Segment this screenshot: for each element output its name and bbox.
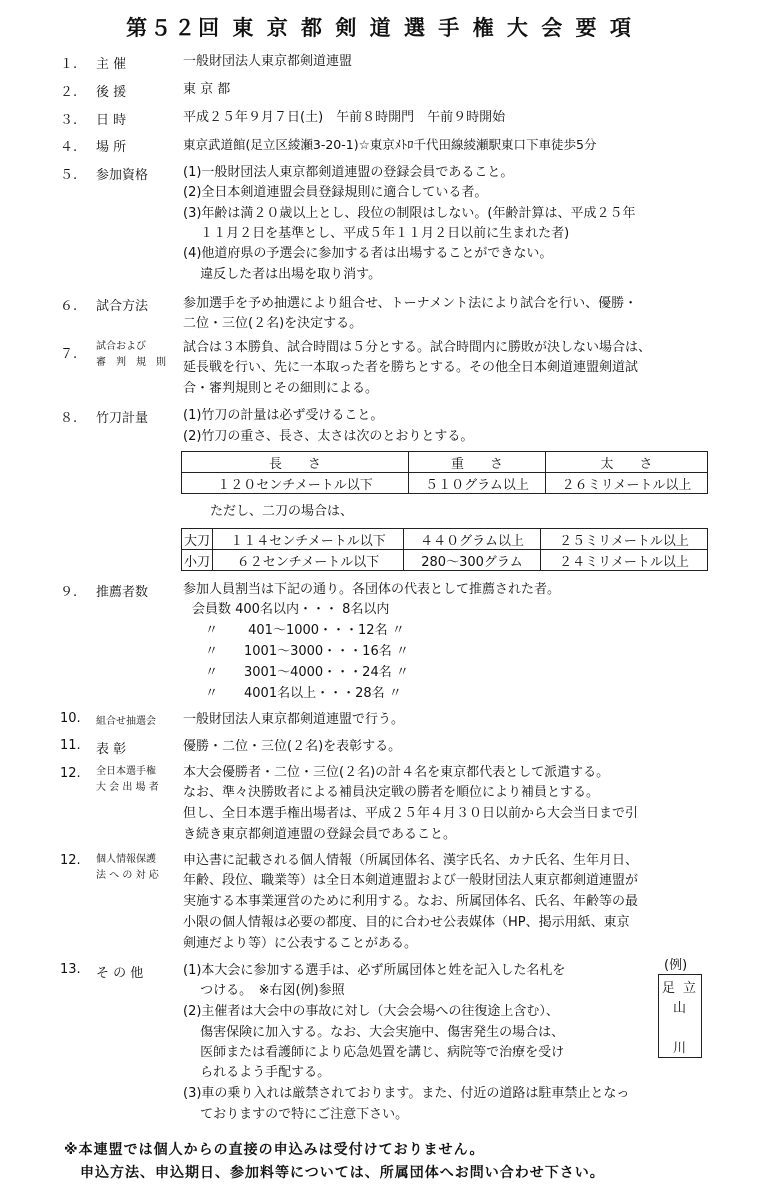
example-name-tag (658, 974, 702, 1058)
item-text: (2)全日本剣道連盟会員登録規則に適合している者。 (183, 185, 488, 200)
item-label: 全日本選手権 (96, 766, 156, 777)
item-text: 申込書に記載される個人情報（所属団体名、漢字氏名、カナ氏名、生年月日、 (183, 853, 639, 868)
item-label: 竹刀計量 (96, 411, 149, 426)
tag-char: 山 (673, 1001, 687, 1016)
table-header: 長 さ (182, 452, 409, 473)
item-text: 一般財団法人東京都剣道連盟で行う。 (183, 712, 405, 727)
item-text: 違反した者は出場を取り消す。 (183, 267, 382, 282)
item-text: 医師または看護師により応急処置を講じ、病院等で治療を受け (183, 1045, 565, 1060)
item-text: １１月２日を基準とし、平成５年１１月２日以前に生まれた者) (183, 226, 570, 241)
two-sword-note: ただし、二刀の場合は、 (210, 504, 354, 519)
item-label: 大 会 出 場 者 (96, 782, 159, 793)
item-text: (1)一般財団法人東京都剣道連盟の登録会員であること。 (183, 165, 514, 180)
table-row (182, 550, 708, 571)
item-text: 東 京 都 (183, 82, 231, 97)
item-number: ８. (60, 411, 78, 426)
item-text: 平成２５年９月７日(土) 午前８時開門 午前９時開始 (183, 110, 506, 125)
table-cell: 小刀 (182, 550, 213, 571)
item-label: 個人情報保護 (96, 854, 156, 865)
item-label: 法 へ の 対 応 (96, 870, 159, 881)
item-number: ４. (60, 140, 78, 155)
item-text: 延長戦を行い、先に一本取った者を勝ちとする。その他全日本剣道連盟剣道試 (183, 360, 639, 375)
quota-row: 会員数 400名以内・・・ 8名以内 (192, 602, 390, 617)
quota-row: 〃 401～1000・・・12名 〃 (205, 623, 405, 638)
item-label: 日 時 (96, 113, 127, 128)
item-label: 組合せ抽選会 (96, 716, 156, 727)
table-cell: ２５ミリメートル以上 (541, 529, 708, 550)
item-label: 後 援 (96, 85, 127, 100)
item-label: 試合方法 (96, 299, 149, 314)
quota-row: 〃 1001～3000・・・16名 〃 (205, 644, 409, 659)
item-label: 推薦者数 (96, 585, 149, 600)
table-row (182, 529, 708, 550)
item-text: つける。 ※右図(例)参照 (183, 983, 345, 998)
item-text: ておりますので特にご注意下さい。 (183, 1107, 409, 1122)
item-number: ６. (60, 299, 78, 314)
item-number: ７. (60, 347, 78, 362)
item-number: ２. (60, 85, 78, 100)
item-label: 試合および (96, 341, 146, 352)
item-label: そ の 他 (96, 966, 144, 981)
item-text: られるよう手配する。 (183, 1065, 331, 1080)
item-label: 場 所 (96, 140, 127, 155)
item-number: 11. (60, 738, 81, 753)
two-sword-table (181, 528, 708, 571)
item-text: (3)年齢は満２０歳以上とし、段位の制限はしない。(年齢計算は、平成２５年 (183, 206, 636, 221)
item-number: ９. (60, 585, 78, 600)
item-text: (1)竹刀の計量は必ず受けること。 (183, 408, 384, 423)
page-title: 第５２回 東 京 都 剣 道 選 手 権 大 会 要 項 (126, 15, 634, 40)
footer-note: 申込方法、申込期日、参加料等については、所属団体へお問い合わせ下さい。 (80, 1165, 605, 1181)
item-number: 12. (60, 853, 81, 868)
table-header: 太 さ (546, 452, 708, 473)
item-text: 東京武道館(足立区綾瀬3-20-1)☆東京ﾒﾄﾛ千代田線綾瀬駅東口下車徒歩5分 (183, 137, 597, 152)
table-cell: ２６ミリメートル以上 (546, 473, 708, 494)
shinai-spec-table (181, 451, 708, 494)
item-text: 二位・三位(２名)を決定する。 (183, 316, 363, 331)
table-cell: ５１０グラム以上 (409, 473, 546, 494)
tag-char: 足 (662, 981, 676, 996)
tag-char: 川 (673, 1041, 687, 1056)
table-cell: 大刀 (182, 529, 213, 550)
item-text: 合・審判規則とその細則による。 (183, 381, 379, 396)
item-text: 参加選手を予め抽選により組合せ、トーナメント法により試合を行い、優勝・ (183, 296, 638, 311)
quota-row: 〃 4001名以上・・・28名 〃 (205, 686, 402, 701)
item-text: 但し、全日本選手権出場者は、平成２５年４月３０日以前から大会当日まで引 (183, 806, 639, 821)
table-cell: １２０センチメートル以下 (182, 473, 409, 494)
item-text: 一般財団法人東京都剣道連盟 (183, 54, 353, 69)
item-text: 実施する本事業運営のために利用する。なお、所属団体名、氏名、年齢等の最 (183, 894, 639, 909)
table-header: 重 さ (409, 452, 546, 473)
quota-row: 〃 3001～4000・・・24名 〃 (205, 665, 409, 680)
item-text: 試合は３本勝負、試合時間は５分とする。試合時間内に勝敗が決しない場合は、 (183, 340, 652, 355)
item-text: (3)車の乗り入れは厳禁されております。また、付近の道路は駐車禁止となっ (183, 1086, 630, 1101)
table-cell: ６２センチメートル以下 (213, 550, 404, 571)
item-text: (1)本大会に参加する選手は、必ず所属団体と姓を記入した名札を (183, 963, 566, 978)
table-cell: 280～300グラム (404, 550, 541, 571)
table-cell: ２４ミリメートル以上 (541, 550, 708, 571)
footer-note: ※本連盟では個人からの直接の申込みは受付けておりません。 (64, 1142, 485, 1158)
table-row (182, 473, 708, 494)
item-text: 優勝・二位・三位(２名)を表彰する。 (183, 739, 402, 754)
item-label: 審 判 規 則 (96, 357, 166, 368)
item-label: 参加資格 (96, 168, 149, 183)
item-text: 剣連だより等）に公表することがある。 (183, 936, 418, 951)
item-number: ５. (60, 168, 78, 183)
item-number: 13. (60, 962, 81, 977)
item-number: １. (60, 57, 78, 72)
item-text: 本大会優勝者・二位・三位(２名)の計４名を東京都代表として派遣する。 (183, 765, 610, 780)
table-cell: １１４センチメートル以下 (213, 529, 404, 550)
item-text: 小限の個人情報は必要の都度、目的に合わせ公表媒体（HP、掲示用紙、東京 (183, 915, 630, 930)
item-number: 10. (60, 711, 81, 726)
table-header-row (182, 452, 708, 473)
item-text: 参加人員割当は下記の通り。各団体の代表として推薦された者。 (183, 582, 561, 597)
item-label: 主 催 (96, 57, 127, 72)
item-text: 傷害保険に加入する。なお、大会実施中、傷害発生の場合は、 (183, 1025, 565, 1040)
item-text: (4)他道府県の予選会に参加する者は出場することができない。 (183, 246, 553, 261)
item-number: 12. (60, 766, 81, 781)
item-number: ３. (60, 113, 78, 128)
table-cell: ４４０グラム以上 (404, 529, 541, 550)
example-caption: (例) (664, 958, 688, 973)
item-text: き続き東京都剣道連盟の登録会員であること。 (183, 827, 457, 842)
tag-char: 立 (683, 981, 697, 996)
item-text: (2)竹刀の重さ、長さ、太さは次のとおりとする。 (183, 429, 474, 444)
item-label: 表 彰 (96, 742, 127, 757)
item-text: 年齢、段位、職業等）は全日本剣道連盟および一般財団法人東京都剣道連盟が (183, 873, 639, 888)
item-text: (2)主催者は大会中の事故に対し（大会会場への往復途上含む）、 (183, 1004, 559, 1019)
item-text: なお、準々決勝敗者による補員決定戦の勝者を順位により補員とする。 (183, 785, 600, 800)
